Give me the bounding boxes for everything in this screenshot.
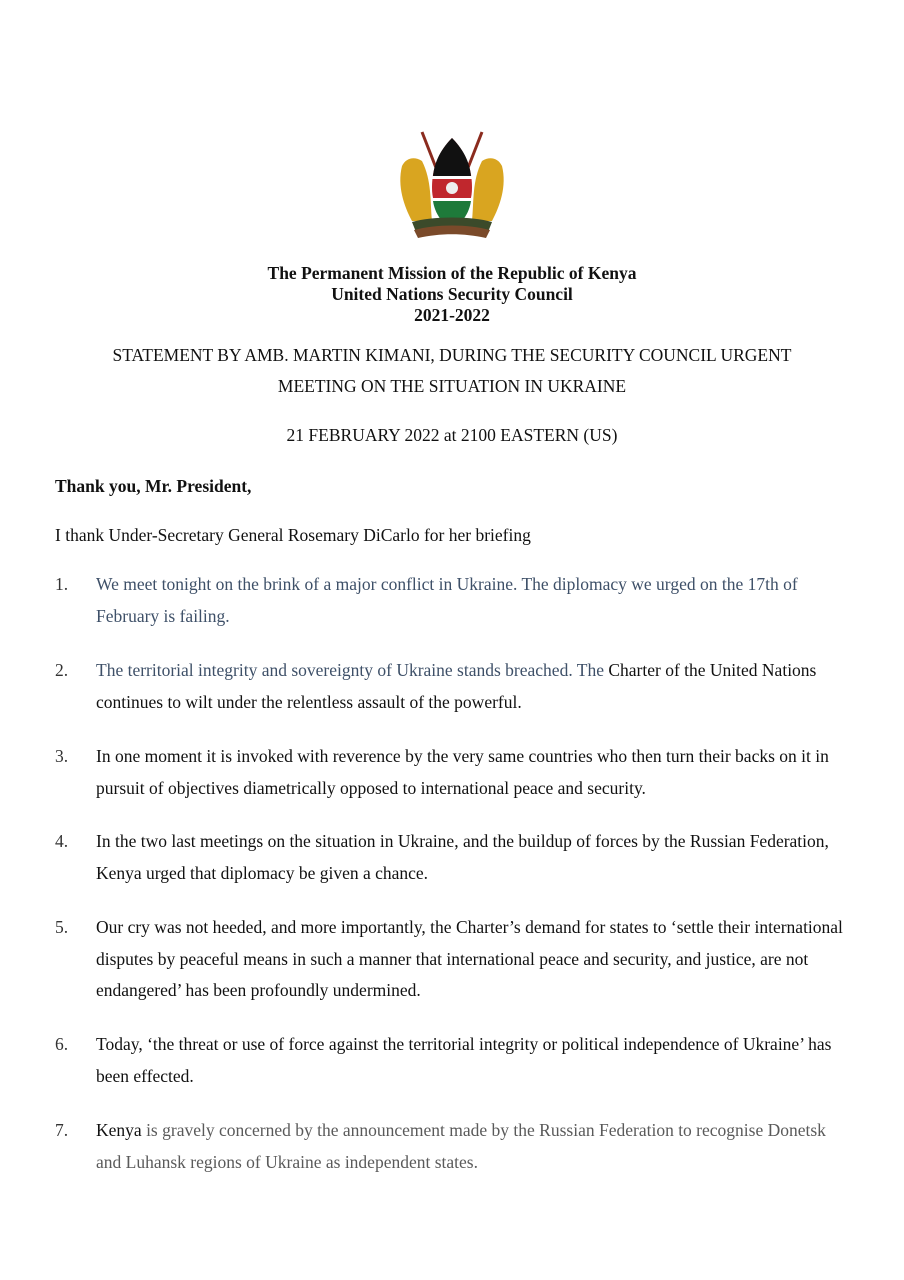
- list-item: [55, 826, 855, 889]
- header-line-2: United Nations Security Council: [331, 284, 573, 304]
- kenya-coat-of-arms-emblem: [392, 126, 512, 242]
- item-text: The territorial integrity and sovereignty of Ukraine stands breached. The: [96, 660, 609, 680]
- item-number: 1.: [55, 574, 69, 594]
- statement-line-2: MEETING ON THE SITUATION IN UKRAINE: [277, 376, 627, 396]
- item-number: 6.: [55, 1034, 69, 1054]
- item-text: Our cry was not heeded, and more importantly, the Charter’s demand for states to ‘settle their international disputes by peaceful means in such a manner that international peace and security, and justice, are not endangered’ has been profoundly undermined.: [96, 917, 843, 1000]
- list-item: [55, 1115, 855, 1178]
- list-item: [55, 655, 855, 718]
- item-text: In one moment it is invoked with reverence by the very same countries who then turn their backs on it in pursuit of objectives diametrically opposed to international peace and security.: [96, 746, 829, 798]
- item-text-cont: Charter of the United Nations continues to wilt under the relentless assault of the powerful.: [96, 660, 817, 712]
- list-item: [55, 912, 855, 1007]
- item-text: Kenya: [96, 1120, 142, 1140]
- list-item: [55, 1029, 855, 1092]
- item-number: 3.: [55, 746, 69, 766]
- statement-title: [0, 340, 904, 402]
- item-number: 2.: [55, 660, 69, 680]
- item-number: 7.: [55, 1120, 69, 1140]
- statement-date: 21 FEBRUARY 2022 at 2100 EASTERN (US): [286, 425, 618, 445]
- header-line-1: The Permanent Mission of the Republic of Kenya: [267, 263, 637, 283]
- list-item: [55, 741, 855, 804]
- statement-line-1: STATEMENT BY AMB. MARTIN KIMANI, DURING THE SECURITY COUNCIL URGENT: [112, 345, 792, 365]
- intro-paragraph: I thank Under-Secretary General Rosemary DiCarlo for her briefing: [55, 525, 531, 545]
- mission-header: [0, 263, 904, 326]
- item-number: 5.: [55, 917, 69, 937]
- item-number: 4.: [55, 831, 69, 851]
- item-text: We meet tonight on the brink of a major conflict in Ukraine. The diplomacy we urged on the 17th of February is failing.: [96, 574, 798, 626]
- header-line-3: 2021-2022: [414, 305, 490, 325]
- item-text: Today, ‘the threat or use of force against the territorial integrity or political independence of Ukraine’ has been effected.: [96, 1034, 832, 1086]
- salutation: Thank you, Mr. President,: [55, 476, 252, 496]
- item-text: In the two last meetings on the situation in Ukraine, and the buildup of forces by the Russian Federation, Kenya urged that diplomacy be given a chance.: [96, 831, 829, 883]
- list-item: [55, 569, 855, 632]
- item-text-cont: is gravely concerned by the announcement made by the Russian Federation to recognise Donetsk and Luhansk regions of Ukraine as independent states.: [96, 1120, 826, 1172]
